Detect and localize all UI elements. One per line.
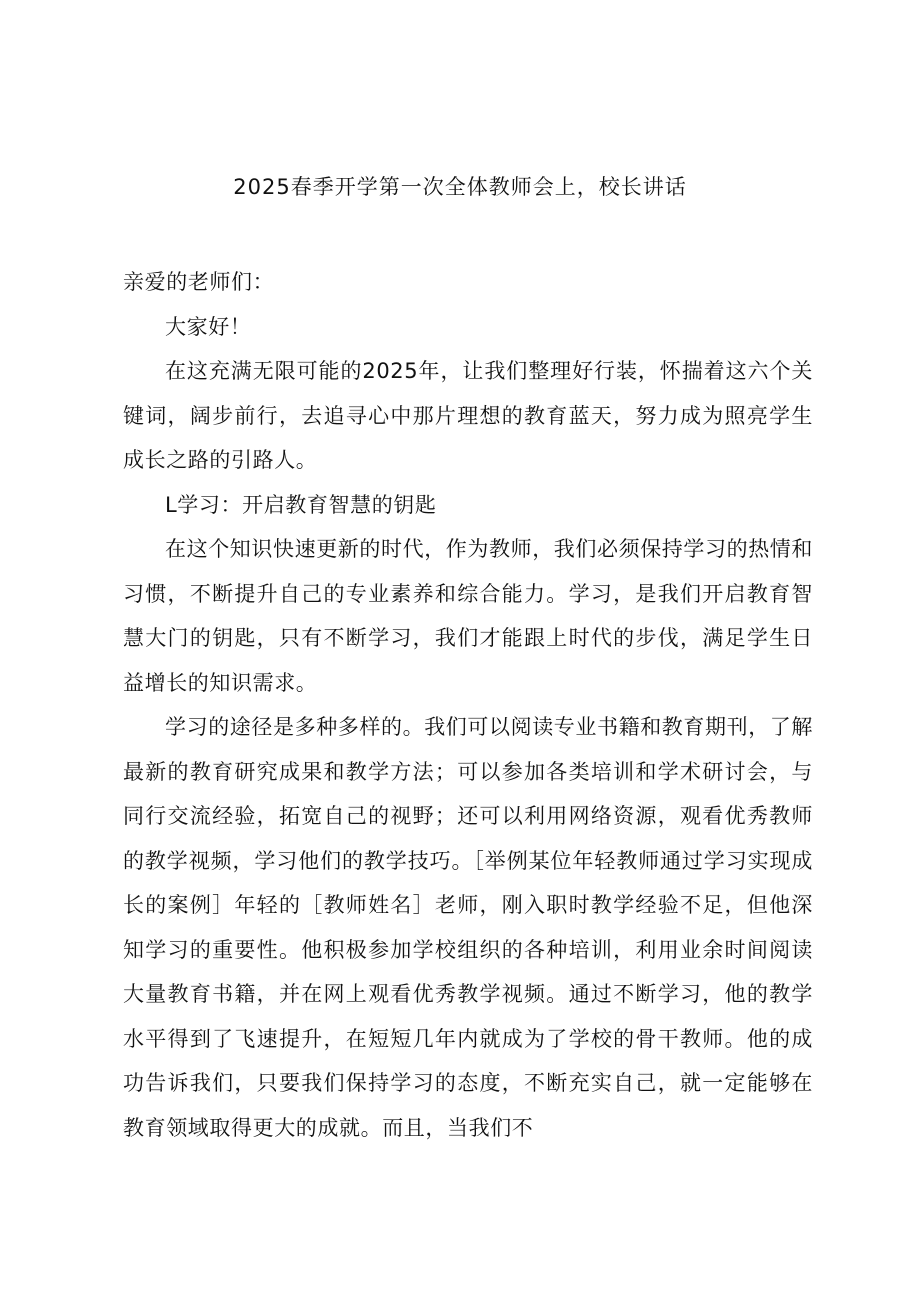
section-heading-learning: L学习：开启教育智慧的钥匙 xyxy=(165,492,437,517)
intro-paragraph: 在这充满无限可能的2025年，让我们整理好行装，怀揣着这六个关键词，阔步前行，去追寻心中那片理想的教育蓝天，努力成为照亮学生成长之路的引路人。 xyxy=(123,359,813,472)
learning-paragraph-1: 在这个知识快速更新的时代，作为教师，我们必须保持学习的热情和习惯，不断提升自己的专业素养和综合能力。学习，是我们开启教育智慧大门的钥匙，只有不断学习，我们才能跟上时代的步伐，满足学生日益增长的知识需求。 xyxy=(123,537,813,695)
salutation: 亲爱的老师们： xyxy=(123,270,275,294)
greeting-paragraph: 大家好！ xyxy=(165,314,252,339)
document-body xyxy=(123,260,813,1150)
learning-paragraph-2: 学习的途径是多种多样的。我们可以阅读专业书籍和教育期刊，了解最新的教育研究成果和教学方法；可以参加各类培训和学术研讨会，与同行交流经验，拓宽自己的视野；还可以利用网络资源，观看优秀教师的教学视频，学习他们的教学技巧。［举例某位年轻教师通过学习实现成长的案例］年轻的［教师姓名］老师，刚入职时教学经验不足，但他深知学习的重要性。他积极参加学校组织的各种培训，利用业余时间阅读大量教育书籍，并在网上观看优秀教学视频。通过不断学习，他的教学水平得到了飞速提升，在短短几年内就成为了学校的骨干教师。他的成功告诉我们，只要我们保持学习的态度，不断充实自己，就一定能够在教育领域取得更大的成就。而且，当我们不 xyxy=(123,715,813,1140)
document-title: 2025春季开学第一次全体教师会上，校长讲话 xyxy=(233,175,687,199)
